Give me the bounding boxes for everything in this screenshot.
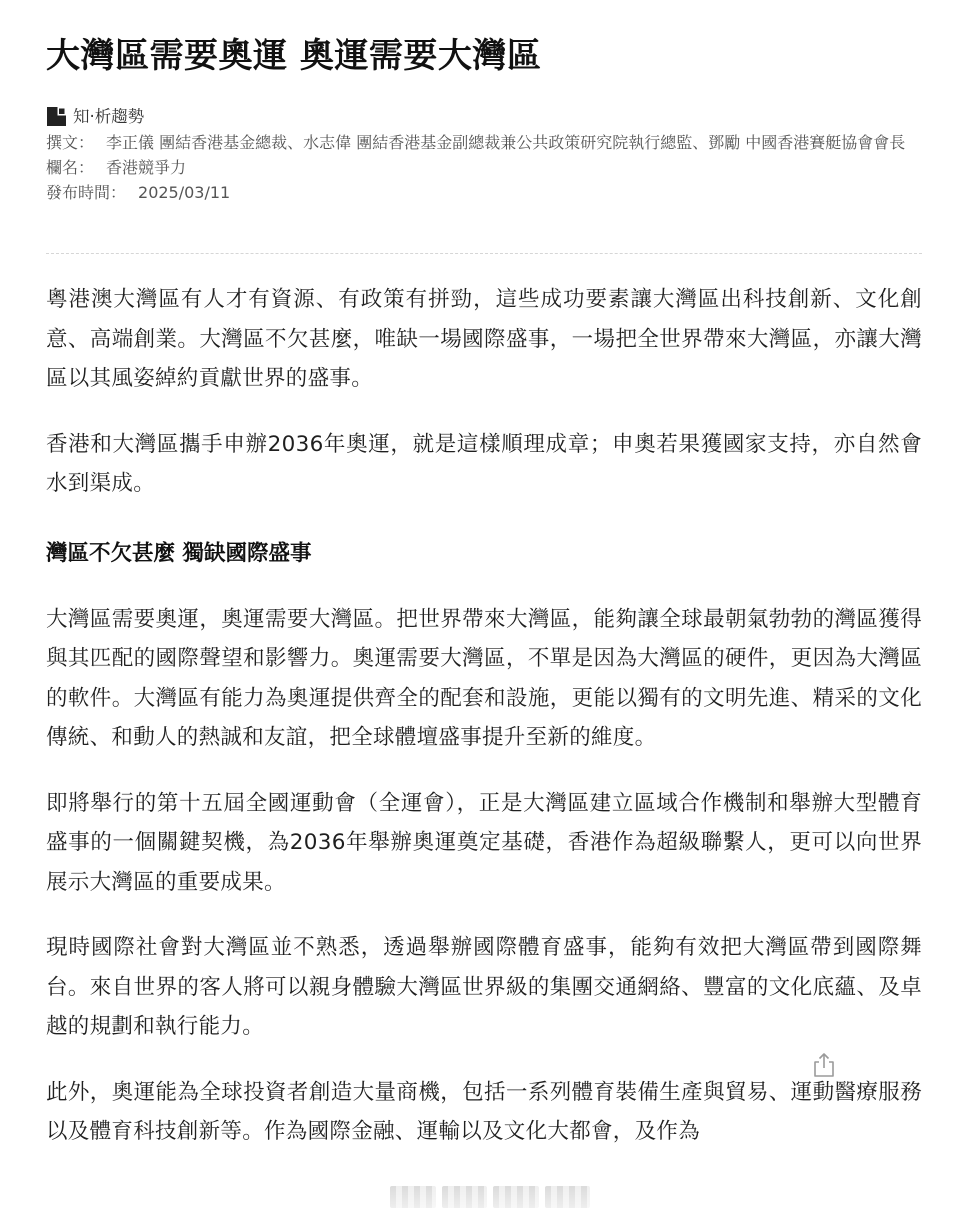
- author-label: 撰文：: [46, 133, 95, 152]
- author-names: 李正儀 團結香港基金總裁、水志偉 團結香港基金副總裁兼公共政策研究院執行總監、鄧勵 中國香港賽艇協會會長: [106, 133, 906, 152]
- category-row: [46, 155, 922, 180]
- paragraph-3: 大灣區需要奧運，奧運需要大灣區。把世界帶來大灣區，能夠讓全球最朝氣勃勃的灣區獲得與其匹配的國際聲望和影響力。奧運需要大灣區，不單是因為大灣區的硬件，更因為大灣區的軟件。大灣區有能力為奧運提供齊全的配套和設施，更能以獨有的文明先進、精采的文化傳統、和動人的熱誠和友誼，把全球體壇盛事提升至新的維度。: [46, 606, 922, 750]
- paragraph-6: 此外，奧運能為全球投資者創造大量商機，包括一系列體育裝備生產與貿易、運動醫療服務以及體育科技創新等。作為國際金融、運輸以及文化大都會，及作為: [46, 1079, 922, 1144]
- column-row[interactable]: [46, 104, 922, 128]
- paragraph-4: 即將舉行的第十五屆全國運動會（全運會），正是大灣區建立區域合作機制和舉辦大型體育盛事的一個關鍵契機，為2036年舉辦奧運奠定基礎，香港作為超級聯繫人，更可以向世界展示大灣區的重要成果。: [46, 790, 922, 895]
- article-meta: [46, 104, 922, 205]
- publish-date: 2025/03/11: [138, 183, 231, 202]
- article-title: 大灣區需要奧運 奧運需要大灣區: [46, 36, 542, 76]
- author-row: [46, 130, 922, 155]
- column-name[interactable]: 知·析趨勢: [73, 106, 145, 126]
- paragraph-1: 粵港澳大灣區有人才有資源、有政策有拼勁，這些成功要素讓大灣區出科技創新、文化創意、高端創業。大灣區不欠甚麼，唯缺一場國際盛事，一場把全世界帶來大灣區，亦讓大灣區以其風姿綽約貢獻世界的盛事。: [46, 287, 922, 391]
- watermark-overlay: [390, 1186, 590, 1208]
- section-subheading: 灣區不欠甚麼 獨缺國際盛事: [46, 540, 312, 566]
- meta-divider: [46, 253, 922, 254]
- article-body: [46, 280, 922, 1178]
- column-logo-icon: [46, 106, 67, 127]
- share-icon[interactable]: [812, 1052, 836, 1078]
- paragraph-5: 現時國際社會對大灣區並不熟悉，透過舉辦國際體育盛事，能夠有效把大灣區帶到國際舞台。來自世界的客人將可以親身體驗大灣區世界級的集團交通網絡、豐富的文化底蘊、及卓越的規劃和執行能力。: [46, 935, 922, 1039]
- paragraph-2: 香港和大灣區攜手申辦2036年奧運，就是這樣順理成章；申奧若果獲國家支持，亦自然會水到渠成。: [46, 431, 922, 496]
- category-value[interactable]: 香港競爭力: [106, 158, 187, 177]
- date-row: [46, 180, 922, 205]
- article-page: [46, 0, 922, 1220]
- date-label: 發布時間：: [46, 183, 127, 202]
- category-label: 欄名：: [46, 158, 95, 177]
